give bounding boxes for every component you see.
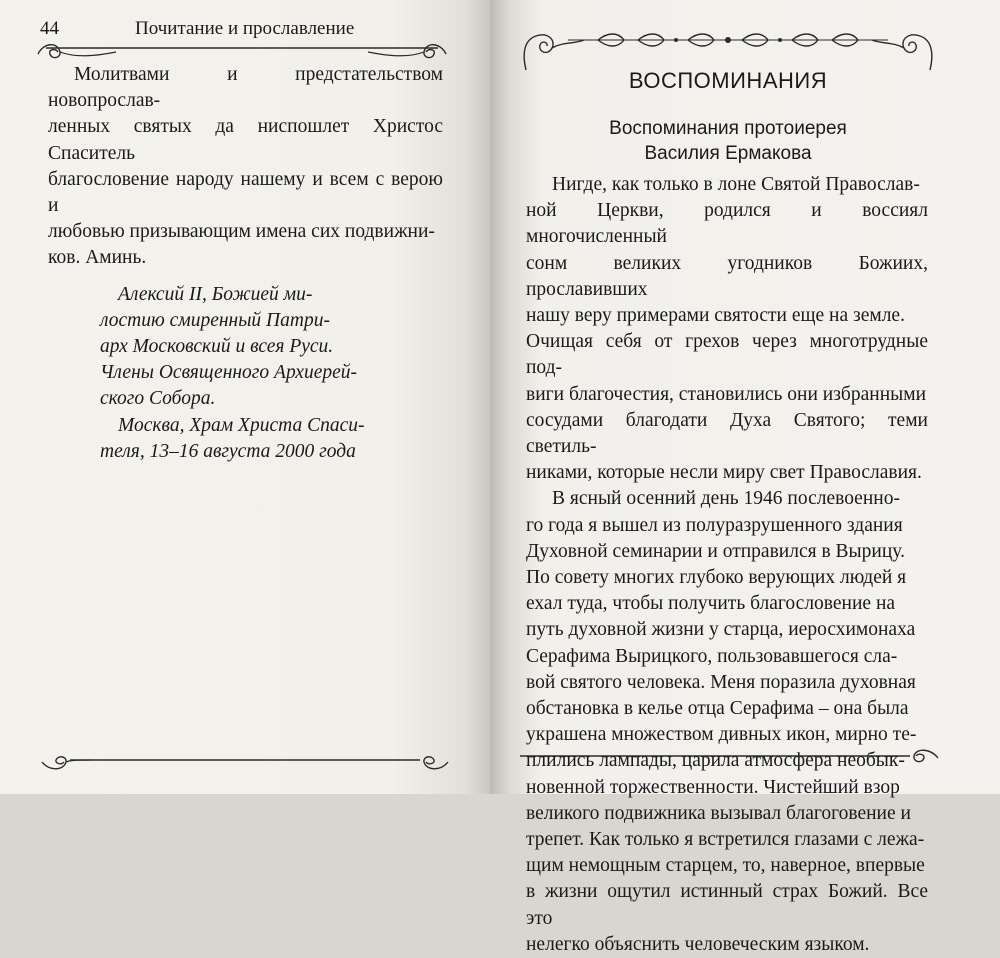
signature-line: ского Собора. bbox=[100, 388, 216, 410]
paragraph-line: обстановка в келье отца Серафима – она была bbox=[526, 698, 909, 720]
paragraph-line: ной Церкви, родился и воссиял многочисленный bbox=[526, 200, 928, 248]
paragraph-line: нашу веру примерами святости еще на земле. bbox=[526, 305, 905, 327]
signature-line: Члены Освященного Архиерей- bbox=[100, 362, 358, 384]
header-ornament-icon bbox=[36, 40, 448, 62]
paragraph-line: ехал туда, чтобы получить благословение на bbox=[526, 593, 896, 615]
paragraph-line: ков. Аминь. bbox=[48, 247, 147, 269]
paragraph-line: щим немощным старцем, то, наверное, впервые bbox=[526, 855, 925, 877]
chapter-heading: ВОСПОМИНАНИЯ bbox=[628, 68, 828, 93]
paragraph-line: нелегко объяснить человеческим языком. bbox=[526, 933, 870, 955]
paragraph-line: виги благочестия, становились они избранными bbox=[526, 383, 927, 405]
paragraph-line: новенной торжественности. Чистейший взор bbox=[526, 776, 900, 798]
paragraph-line: путь духовной жизни у старца, иеросхимонаха bbox=[526, 619, 916, 641]
paragraph-line: любовью призывающим имена сих подвижни- bbox=[48, 221, 435, 243]
page-number: 44 bbox=[40, 18, 59, 39]
signature-block bbox=[48, 282, 443, 465]
paragraph-line: го года я вышел из полуразрушенного здания bbox=[526, 514, 903, 536]
place-date-line: Москва, Храм Христа Спаси- bbox=[118, 414, 365, 436]
footer-ornament-icon bbox=[510, 746, 940, 768]
paragraph-line: По совету многих глубоко верующих людей я bbox=[526, 567, 907, 589]
chapter-subheading bbox=[528, 116, 928, 166]
running-head bbox=[40, 18, 440, 42]
paragraph-line: украшена множеством дивных икон, мирно те- bbox=[526, 724, 917, 746]
paragraph-line: Духовной семинарии и отправился в Вырицу. bbox=[526, 540, 905, 562]
running-title: Почитание и прославление bbox=[135, 18, 355, 39]
paragraph-line: Очищая себя от грехов через многотрудные под- bbox=[526, 331, 928, 379]
footer-ornament-icon bbox=[40, 752, 450, 774]
paragraph-line: Серафима Вырицкого, пользовавшегося сла- bbox=[526, 645, 898, 667]
paragraph-line: Молитвами и предстательством новопрослав- bbox=[48, 64, 443, 112]
paragraph-line: В ясный осенний день 1946 послевоенно- bbox=[552, 488, 900, 510]
paragraph-line: ленных святых да ниспошлет Христос Спаситель bbox=[48, 116, 443, 164]
paragraph-line: великого подвижника вызывал благоговение и bbox=[526, 802, 911, 824]
subheading-line: Василия Ермакова bbox=[644, 143, 812, 164]
signature-line: арх Московский и всея Руси. bbox=[100, 336, 334, 358]
paragraph-line: Нигде, как только в лоне Святой Православ- bbox=[552, 174, 920, 195]
paragraph-line: благословение народу нашему и всем с верою и bbox=[48, 168, 443, 217]
place-date-line: теля, 13–16 августа 2000 года bbox=[100, 440, 356, 462]
right-body bbox=[526, 172, 928, 958]
left-page bbox=[0, 0, 490, 794]
right-page bbox=[490, 0, 1000, 955]
paragraph-line: сосудами благодати Духа Святого; теми светиль- bbox=[526, 409, 928, 458]
signature-line: Алексий II, Божией ми- bbox=[118, 283, 313, 305]
paragraph-line: плились лампады, царила атмосфера необык- bbox=[526, 750, 905, 772]
paragraph-line: трепет. Как только я встретился глазами с лежа- bbox=[526, 829, 925, 851]
paragraph-line: сонм великих угодников Божиих, прославивших bbox=[526, 252, 928, 300]
paragraph-line: в жизни ощутил истинный страх Божий. Все это bbox=[526, 881, 928, 929]
signature-line: лостию смиренный Патри- bbox=[100, 309, 330, 331]
paragraph-line: вой святого человека. Меня поразила духовная bbox=[526, 671, 916, 693]
subheading-line: Воспоминания протоиерея bbox=[609, 118, 847, 139]
paragraph-line: никами, которые несли миру свет Православия. bbox=[526, 462, 922, 484]
left-body bbox=[48, 62, 443, 465]
